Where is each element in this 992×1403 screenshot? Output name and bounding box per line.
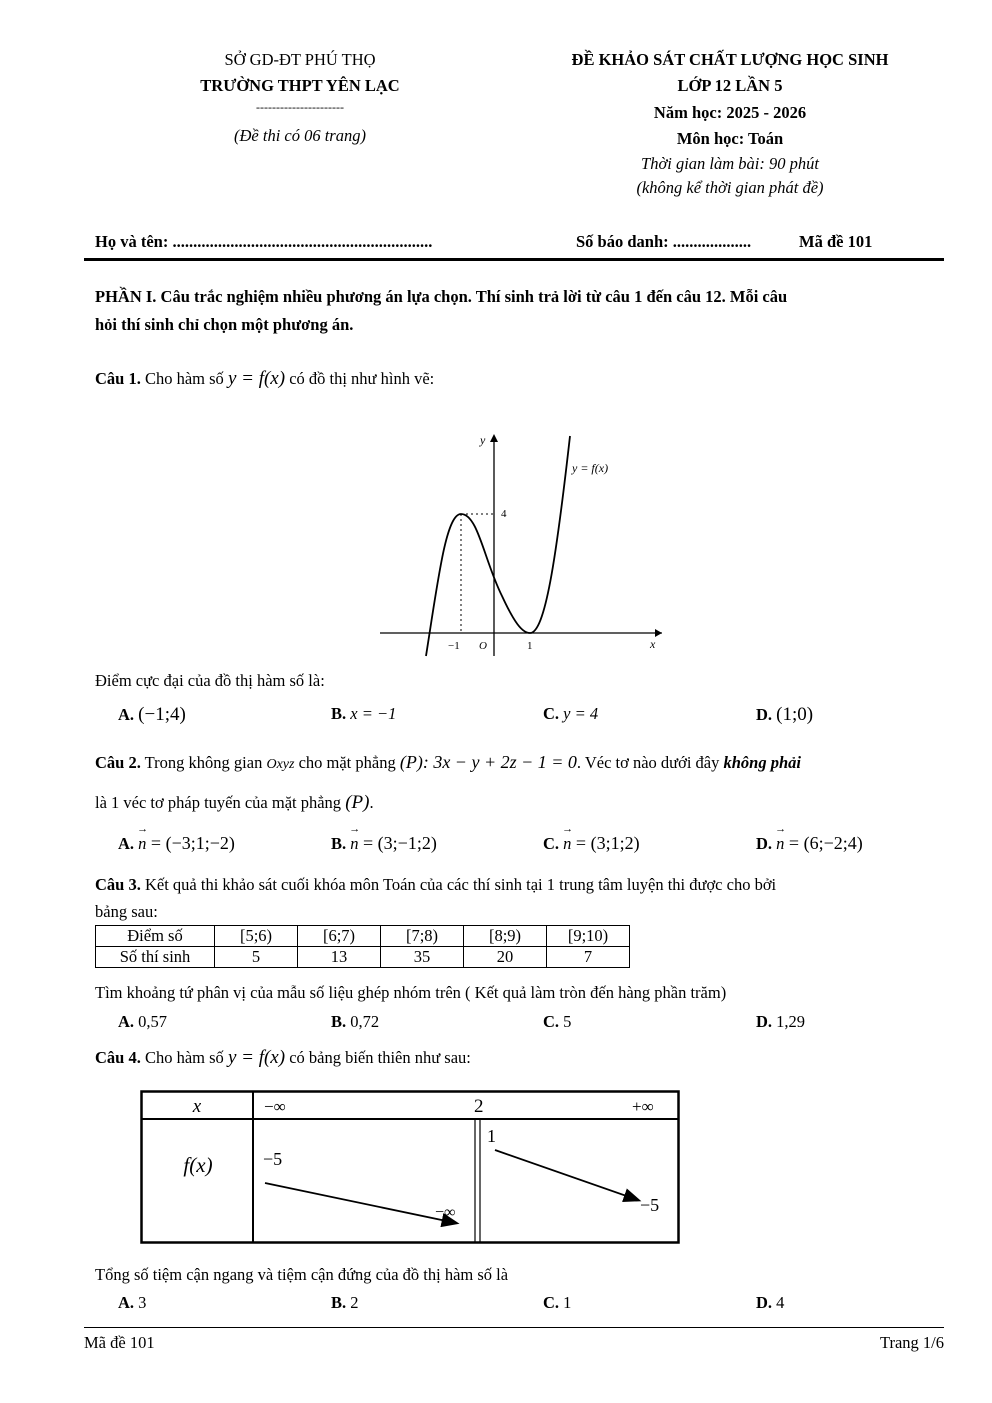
question-3-question: Tìm khoảng tứ phân vị của mẫu số liệu ghép nhóm trên ( Kết quả làm tròn đến hàng phần trăm) (95, 983, 727, 1002)
vt-x-label: x (192, 1096, 202, 1117)
variation-table-border (142, 1092, 679, 1243)
q2-option-b[interactable] (331, 833, 437, 854)
question-2-plane: (P): 3x − y + 2z − 1 = 0 (399, 752, 577, 772)
vt-decrease-arrow-left (265, 1183, 456, 1223)
footer-divider (84, 1327, 944, 1328)
option-text: 4 (776, 1293, 785, 1312)
graph-curve (426, 436, 570, 656)
table-cell: [9;10) (547, 926, 630, 947)
dept-name: SỞ GD-ĐT PHÚ THỌ (224, 50, 376, 69)
question-2-post: . Véc tơ nào dưới đây (576, 753, 720, 772)
option-letter: A. (118, 705, 135, 724)
question-3-stem (95, 875, 776, 895)
question-4-question: Tổng số tiệm cận ngang và tiệm cận đứng của đồ thị hàm số là (95, 1265, 509, 1284)
table-cell: Điểm số (96, 926, 215, 947)
graph-x-label: x (650, 637, 656, 651)
q4-option-c[interactable] (543, 1293, 571, 1313)
option-letter: A. (118, 1012, 135, 1031)
q2-option-a[interactable] (118, 833, 235, 854)
subject: Môn học: Toán (676, 129, 784, 148)
q4-option-d[interactable] (756, 1293, 784, 1313)
option-text: 0,72 (350, 1012, 380, 1031)
exam-grade: LỚP 12 LẦN 5 (677, 76, 783, 95)
graph-tick-minus-1: −1 (448, 640, 460, 652)
graph-curve-label: y = f(x) (572, 461, 609, 475)
graph-origin: O (479, 640, 487, 652)
option-text: y = 4 (563, 704, 599, 723)
option-letter: A. (118, 834, 135, 853)
question-2-pre: Trong không gian (144, 753, 263, 772)
table-cell: [5;6) (215, 926, 298, 947)
exam-title: ĐỀ KHẢO SÁT CHẤT LƯỢNG HỌC SINH (571, 50, 889, 69)
option-letter: B. (331, 704, 347, 723)
q1-option-d[interactable] (756, 704, 813, 726)
question-1-question: Điểm cực đại của đồ thị hàm số là: (95, 671, 325, 690)
footer-page-number: Trang 1/6 (879, 1333, 944, 1352)
q3-option-a[interactable] (118, 1012, 167, 1032)
table-header-row (96, 926, 630, 947)
pages-note: (Đề thi có 06 trang) (234, 126, 366, 145)
table-cell: 35 (381, 947, 464, 968)
table-cell: 5 (215, 947, 298, 968)
question-2-options (0, 833, 992, 855)
question-4-options (0, 1293, 992, 1315)
vt-value-minus5-right: −5 (640, 1195, 660, 1215)
student-id-field: Số báo danh: ................... (576, 232, 752, 251)
question-4-pre: Cho hàm số (144, 1048, 224, 1067)
q3-option-b[interactable] (331, 1012, 379, 1032)
q2-option-c[interactable] (543, 833, 640, 854)
question-2-line2 (95, 792, 374, 814)
question-1-pre: Cho hàm số (144, 369, 224, 388)
option-text: 2 (350, 1293, 359, 1312)
table-row (96, 947, 630, 968)
vt-neg-inf: −∞ (264, 1097, 286, 1116)
q3-option-d[interactable] (756, 1012, 805, 1032)
question-1-options (0, 704, 992, 726)
question-1-label: Câu 1. (95, 369, 141, 388)
vt-value-neg-inf: −∞ (435, 1204, 456, 1221)
graph-y-arrow-icon (490, 434, 498, 442)
option-text: = (3;−1;2) (358, 833, 437, 853)
graph-tick-4: 4 (501, 508, 507, 520)
question-3-label: Câu 3. (95, 875, 141, 894)
option-letter: C. (543, 704, 560, 723)
table-cell: 20 (464, 947, 547, 968)
part1-instruction-line1: PHẦN I. Câu trắc nghiệm nhiều phương án lựa chọn. Thí sinh trả lời từ câu 1 đến câu 12. Mỗi câu (95, 287, 788, 306)
vt-pos-inf: +∞ (632, 1097, 654, 1116)
footer-exam-code: Mã đề 101 (84, 1333, 155, 1352)
school-name: TRƯỜNG THPT YÊN LẠC (200, 76, 400, 95)
option-letter: D. (756, 834, 773, 853)
question-4-post: có bảng biến thiên như sau: (289, 1048, 471, 1067)
question-2-line2-end: . (369, 793, 374, 812)
q4-option-a[interactable] (118, 1293, 146, 1313)
question-3-line2: bảng sau: (95, 902, 158, 921)
q2-option-d[interactable] (756, 833, 863, 854)
table-cell: Số thí sinh (96, 947, 215, 968)
vt-value-1: 1 (487, 1126, 496, 1146)
school-year: Năm học: 2025 - 2026 (653, 103, 807, 122)
question-1-stem (95, 368, 434, 390)
exam-time: Thời gian làm bài: 90 phút (641, 154, 819, 173)
part1-instruction-line2: hỏi thí sinh chỉ chọn một phương án. (95, 315, 354, 334)
question-2-line2-text: là 1 véc tơ pháp tuyến của mặt phẳng (95, 793, 342, 812)
question-2-plane-name: (P) (345, 792, 370, 813)
option-letter: C. (543, 1012, 560, 1031)
table-cell: [8;9) (464, 926, 547, 947)
table-cell: 13 (298, 947, 381, 968)
option-letter: A. (118, 1293, 135, 1312)
q4-option-b[interactable] (331, 1293, 359, 1313)
graph-tick-1: 1 (527, 640, 533, 652)
question-1-expr: y = f(x) (227, 368, 286, 389)
q3-option-c[interactable] (543, 1012, 571, 1032)
option-text: (1;0) (776, 704, 814, 725)
question-2-label: Câu 2. (95, 753, 141, 772)
question-1-graph (380, 430, 670, 658)
question-4-expr: y = f(x) (227, 1047, 286, 1068)
frequency-table (95, 925, 630, 968)
option-text: x = −1 (350, 704, 397, 723)
student-name-field: Họ và tên: ............................................................... (95, 232, 433, 251)
option-letter: D. (756, 1293, 773, 1312)
option-text: 3 (138, 1293, 147, 1312)
normal-vector-n: → n (776, 834, 784, 854)
question-2-emphasis: không phải (723, 753, 801, 772)
exam-time-note: (không kể thời gian phát đề) (636, 178, 824, 197)
variation-table (140, 1090, 682, 1246)
option-text: = (3;1;2) (571, 833, 640, 853)
option-letter: D. (756, 1012, 773, 1031)
option-letter: D. (756, 705, 773, 724)
question-2-mid: cho mặt phẳng (298, 753, 396, 772)
option-letter: C. (543, 834, 560, 853)
graph-x-arrow-icon (655, 629, 662, 637)
table-cell: 7 (547, 947, 630, 968)
vt-two: 2 (474, 1096, 484, 1117)
table-cell: [6;7) (298, 926, 381, 947)
normal-vector-n: → n (563, 834, 571, 854)
option-letter: B. (331, 1012, 347, 1031)
exam-code: Mã đề 101 (799, 232, 873, 251)
question-2-stem (95, 752, 801, 773)
option-text: 1 (563, 1293, 572, 1312)
q1-option-a[interactable] (118, 704, 186, 726)
graph-y-label: y (480, 433, 486, 447)
vt-decrease-arrow-right (495, 1150, 638, 1200)
question-3-options (0, 1012, 992, 1034)
option-text: (−1;4) (138, 704, 186, 725)
question-4-label: Câu 4. (95, 1048, 141, 1067)
option-text: 0,57 (138, 1012, 168, 1031)
option-text: 1,29 (776, 1012, 806, 1031)
question-3-line1: Kết quả thi khảo sát cuối khóa môn Toán của các thí sinh tại 1 trung tâm luyện thi được cho bởi (144, 875, 777, 894)
header-dashes: ---------------------- (256, 100, 344, 114)
question-4-stem (95, 1047, 471, 1069)
vt-value-minus5-left: −5 (263, 1149, 283, 1169)
option-text: = (6;−2;4) (784, 833, 863, 853)
question-2-space: Oxyz (266, 757, 295, 772)
option-letter: C. (543, 1293, 560, 1312)
option-letter: B. (331, 834, 347, 853)
q1-option-c[interactable] (543, 704, 598, 724)
header-divider (84, 258, 944, 261)
normal-vector-n: → n (138, 834, 146, 854)
vt-fx-label: f(x) (183, 1153, 213, 1177)
option-letter: B. (331, 1293, 347, 1312)
q1-option-b[interactable] (331, 704, 396, 724)
normal-vector-n: → n (350, 834, 358, 854)
table-cell: [7;8) (381, 926, 464, 947)
question-1-post: có đồ thị như hình vẽ: (289, 369, 435, 388)
option-text: 5 (563, 1012, 572, 1031)
option-text: = (−3;1;−2) (146, 833, 235, 853)
